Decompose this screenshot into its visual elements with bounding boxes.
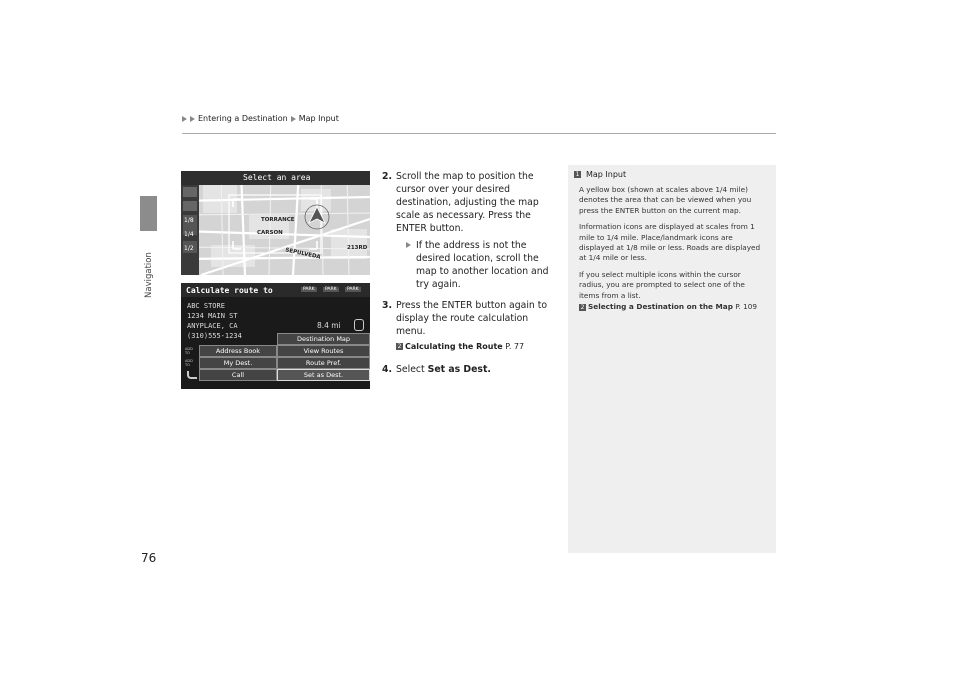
map-zoom-label: 1/4 bbox=[184, 231, 194, 238]
tilt-icon bbox=[354, 319, 364, 331]
breadcrumb-arrow-icon bbox=[182, 116, 187, 122]
section-tab-marker bbox=[140, 196, 157, 231]
cross-reference[interactable] bbox=[396, 340, 560, 353]
map-place-label: CARSON bbox=[257, 230, 283, 236]
distance-readout: 8.4 mi bbox=[317, 321, 341, 330]
address-line: 1234 MAIN ST bbox=[187, 312, 238, 320]
breadcrumb-item[interactable]: Entering a Destination bbox=[198, 114, 288, 123]
breadcrumb bbox=[182, 114, 339, 123]
step-text: Select bbox=[396, 364, 425, 375]
step-number: 2. bbox=[382, 171, 393, 182]
destination-address bbox=[187, 301, 242, 341]
set-as-dest-button[interactable]: Set as Dest. bbox=[277, 369, 370, 381]
step-subnote bbox=[406, 239, 560, 291]
phone-icon bbox=[187, 371, 197, 379]
map-place-label: 213RD bbox=[347, 245, 368, 251]
reference-icon: 2 bbox=[580, 303, 585, 311]
subnote-text: If the address is not the desired location, scroll the map to another location and try again. bbox=[416, 240, 549, 290]
view-routes-button[interactable]: View Routes bbox=[277, 345, 370, 357]
route-pref-button[interactable]: Route Pref. bbox=[277, 357, 370, 369]
note-number-icon: 1 bbox=[575, 171, 580, 178]
step-number: 4. bbox=[382, 364, 393, 375]
note-paragraph: Information icons are displayed at scales from 1 mile to 1/4 mile. Place/landmark icons are displayed at 1/8 mile or less. Roads are displayed at 1/4 mile or less. bbox=[579, 222, 761, 263]
note-paragraph: If you select multiple icons within the cursor radius, you are prompted to select one of the items from a list. bbox=[579, 269, 745, 300]
address-line: ABC STORE bbox=[187, 302, 225, 310]
address-line: (310)555-1234 bbox=[187, 332, 242, 340]
map-title: Select an area bbox=[243, 173, 311, 182]
call-button[interactable]: Call bbox=[199, 369, 277, 381]
breadcrumb-arrow-icon bbox=[190, 116, 195, 122]
map-screenshot bbox=[181, 171, 370, 275]
my-dest-button[interactable]: My Dest. bbox=[199, 357, 277, 369]
note-paragraph: A yellow box (shown at scales above 1/4 mile) denotes the area that can be viewed when you press the ENTER button on the current map. bbox=[579, 185, 752, 215]
step-2 bbox=[382, 170, 560, 293]
note-header bbox=[574, 170, 776, 179]
note-cross-reference[interactable] bbox=[579, 302, 766, 312]
route-pill: PARK bbox=[303, 287, 315, 292]
step-4 bbox=[382, 363, 560, 376]
map-zoom-label: 1/2 bbox=[184, 245, 194, 252]
add-to-icon: ADD TO bbox=[185, 359, 193, 367]
side-note-panel bbox=[568, 165, 776, 553]
map-image bbox=[181, 171, 370, 275]
route-pill: PARK bbox=[325, 287, 337, 292]
address-line: ANYPLACE, CA bbox=[187, 322, 238, 330]
note-body bbox=[579, 185, 766, 312]
step-emphasis: Set as Dest. bbox=[427, 364, 491, 375]
breadcrumb-item[interactable]: Map Input bbox=[298, 114, 339, 123]
map-place-label: TORRANCE bbox=[261, 217, 295, 223]
note-title: Map Input bbox=[586, 170, 627, 179]
route-pill: PARK bbox=[347, 287, 359, 292]
reference-title: Selecting a Destination on the Map bbox=[588, 302, 733, 312]
step-number: 3. bbox=[382, 300, 393, 311]
map-place-label: SEPULVEDA bbox=[284, 247, 322, 261]
reference-icon: 2 bbox=[397, 343, 402, 350]
reference-page: P. 77 bbox=[505, 342, 525, 351]
breadcrumb-arrow-icon bbox=[291, 116, 296, 122]
bullet-arrow-icon bbox=[406, 242, 411, 248]
route-title: Calculate route to bbox=[186, 286, 273, 295]
page-number: 76 bbox=[141, 551, 157, 565]
step-3 bbox=[382, 299, 560, 357]
step-text: Press the ENTER button again to display the route calculation menu. bbox=[396, 300, 548, 337]
address-book-button[interactable]: Address Book bbox=[199, 345, 277, 357]
step-text: Scroll the map to position the cursor over your desired destination, adjusting the map scale as necessary. Press the ENTER button. bbox=[396, 171, 539, 234]
map-scale-readout: 1/8 bbox=[184, 217, 194, 224]
add-to-icon: ADD TO bbox=[185, 347, 193, 355]
route-screenshot bbox=[181, 283, 370, 389]
destination-map-button[interactable]: Destination Map bbox=[277, 333, 370, 345]
reference-page: P. 109 bbox=[735, 302, 758, 312]
section-label: Navigation bbox=[144, 252, 154, 298]
reference-title: Calculating the Route bbox=[405, 342, 503, 351]
instruction-steps bbox=[382, 170, 560, 382]
header-rule bbox=[182, 133, 776, 134]
